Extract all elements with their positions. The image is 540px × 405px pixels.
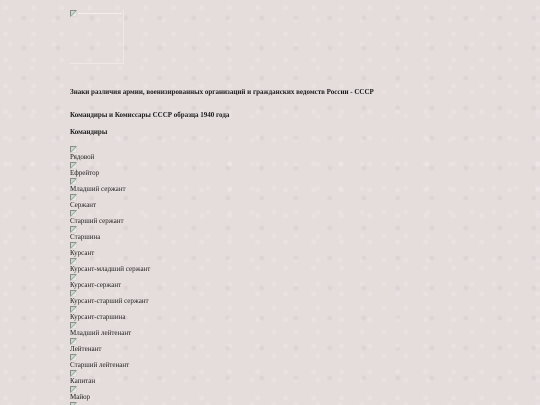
broken-image-icon bbox=[70, 354, 77, 361]
rank-label: Старший сержант bbox=[70, 217, 124, 225]
broken-image-icon bbox=[70, 370, 77, 377]
rank-item bbox=[70, 290, 530, 306]
rank-label: Младший сержант bbox=[70, 185, 126, 193]
rank-item bbox=[70, 242, 530, 258]
broken-image-icon bbox=[70, 290, 77, 297]
rank-item bbox=[70, 194, 530, 210]
broken-image-icon bbox=[70, 178, 77, 185]
rank-item bbox=[70, 354, 530, 370]
rank-item bbox=[70, 386, 530, 402]
rank-label: Сержант bbox=[70, 201, 97, 209]
broken-image-icon bbox=[70, 274, 77, 281]
broken-image-icon bbox=[70, 226, 77, 233]
broken-image-icon bbox=[70, 242, 77, 249]
rank-item bbox=[70, 210, 530, 226]
broken-image-icon bbox=[70, 322, 77, 329]
rank-label: Курсант-старший сержант bbox=[70, 297, 149, 305]
rank-item bbox=[70, 258, 530, 274]
rank-item bbox=[70, 338, 530, 354]
rank-item bbox=[70, 162, 530, 178]
broken-image-icon bbox=[70, 146, 77, 153]
rank-label: Ефрейтор bbox=[70, 169, 100, 177]
rank-item bbox=[70, 306, 530, 322]
page-title: Знаки различия армии, военизированных организаций и гражданских ведомств России - СССР bbox=[70, 88, 374, 96]
broken-image-icon bbox=[70, 210, 77, 217]
rank-label: Старший лейтенант bbox=[70, 361, 130, 369]
broken-image-icon bbox=[70, 338, 77, 345]
rank-label: Рядовой bbox=[70, 153, 95, 161]
rank-item bbox=[70, 370, 530, 386]
broken-image-icon bbox=[70, 194, 77, 201]
rank-item bbox=[70, 322, 530, 338]
page-subtitle: Командиры и Комиссары СССР образца 1940 года bbox=[70, 111, 230, 119]
rank-item bbox=[70, 274, 530, 290]
section-heading: Командиры bbox=[70, 128, 108, 136]
broken-image-icon bbox=[70, 162, 77, 169]
rank-item bbox=[70, 178, 530, 194]
rank-label: Старшина bbox=[70, 233, 101, 241]
page-content bbox=[70, 10, 530, 405]
rank-label: Майор bbox=[70, 393, 91, 401]
rank-label: Младший лейтенант bbox=[70, 329, 132, 337]
broken-image-icon bbox=[70, 386, 77, 393]
image-frame bbox=[70, 10, 124, 64]
rank-item bbox=[70, 226, 530, 242]
rank-list bbox=[70, 146, 530, 405]
broken-image-icon bbox=[70, 306, 77, 313]
rank-label: Курсант-сержант bbox=[70, 281, 122, 289]
rank-label: Капитан bbox=[70, 377, 96, 385]
header-image bbox=[70, 10, 124, 64]
rank-item bbox=[70, 146, 530, 162]
rank-label: Лейтенант bbox=[70, 345, 102, 353]
broken-image-icon bbox=[70, 258, 77, 265]
rank-label: Курсант bbox=[70, 249, 95, 257]
rank-label: Курсант-младший сержант bbox=[70, 265, 151, 273]
rank-label: Курсант-старшина bbox=[70, 313, 126, 321]
